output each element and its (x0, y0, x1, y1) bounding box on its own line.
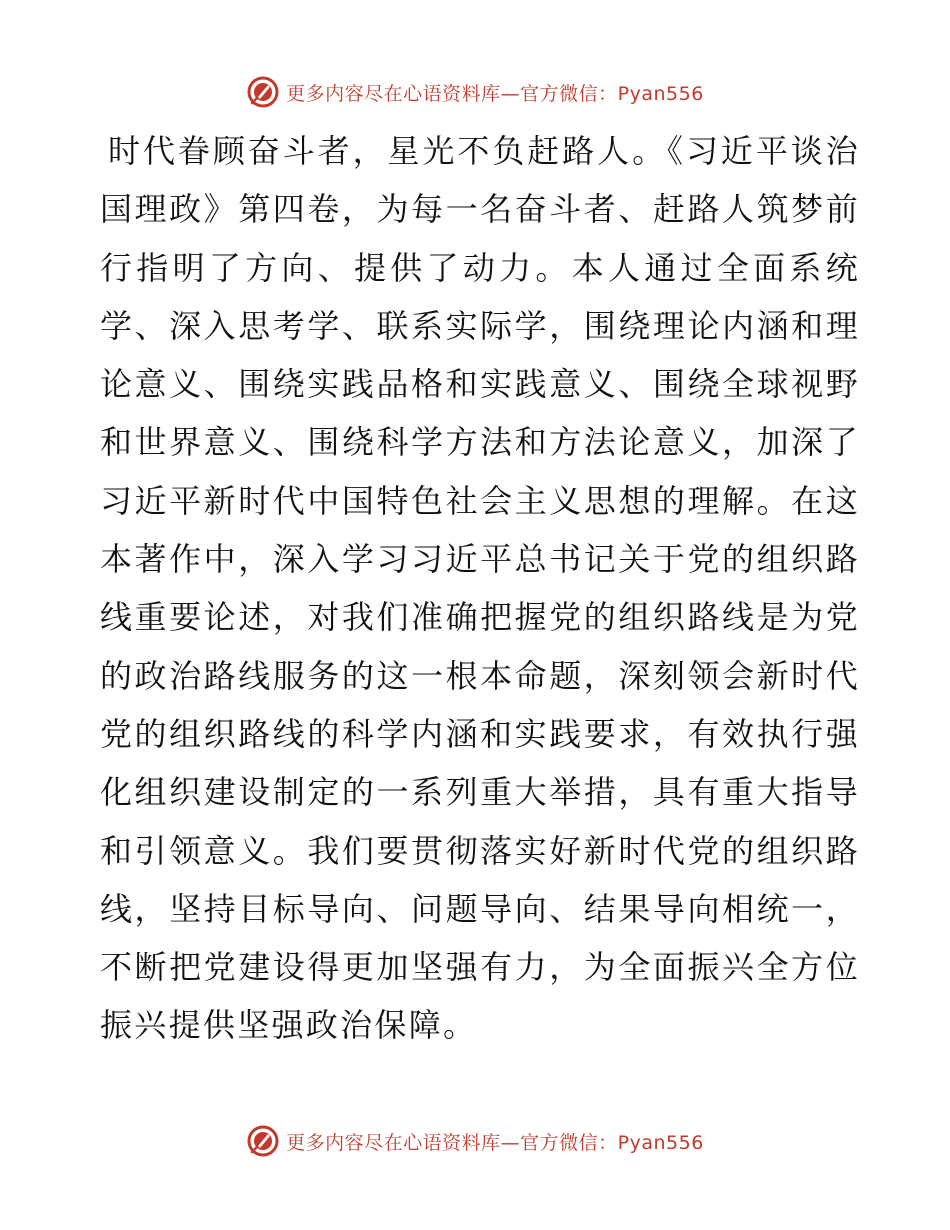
header-banner (0, 72, 950, 112)
body-paragraph: 时代眷顾奋斗者，星光不负赶路人。《习近平谈治国理政》第四卷，为每一名奋斗者、赶路人筑梦前行指明了方向、提供了动力。本人通过全面系统学、深入思考学、联系实际学，围绕理论内涵和理论意义、围绕实践品格和实践意义、围绕全球视野和世界意义、围绕科学方法和方法论意义，加深了习近平新时代中国特色社会主义思想的理解。在这本著作中，深入学习习近平总书记关于党的组织路线重要论述，对我们准确把握党的组织路线是为党的政治路线服务的这一根本命题，深刻领会新时代党的组织路线的科学内涵和实践要求，有效执行强化组织建设制定的一系列重大举措，具有重大指导和引领意义。我们要贯彻落实好新时代党的组织路线，坚持目标导向、问题导向、结果导向相统一，不断把党建设得更加坚强有力，为全面振兴全方位振兴提供坚强政治保障。 (100, 132, 860, 1045)
header-banner-text: 更多内容尽在心语资料库—官方微信：Pyan556 (286, 82, 704, 105)
footer-banner-text: 更多内容尽在心语资料库—官方微信：Pyan556 (286, 1131, 704, 1154)
footer-banner (0, 1121, 950, 1161)
quill-seal-icon (246, 75, 280, 109)
quill-seal-icon (246, 1124, 280, 1158)
